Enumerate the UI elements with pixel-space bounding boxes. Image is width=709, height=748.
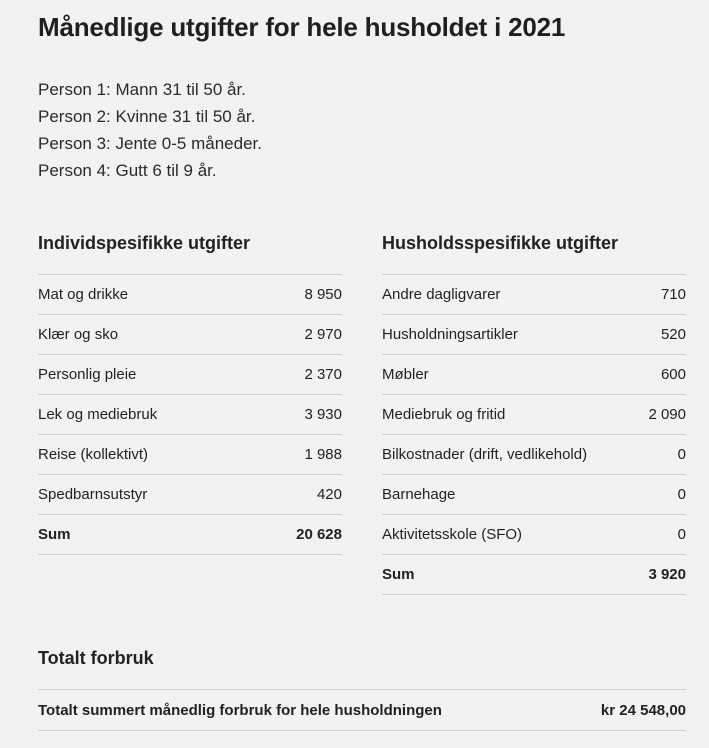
sum-value: 20 628	[296, 526, 342, 543]
row-label: Bilkostnader (drift, vedlikehold)	[382, 446, 588, 463]
person-item: Person 2: Kvinne 31 til 50 år.	[38, 107, 256, 126]
row-label: Spedbarnsutstyr	[38, 486, 148, 503]
row-value: 0	[677, 526, 686, 543]
individual-expenses-heading: Individspesifikke utgifter	[38, 233, 251, 253]
row-label: Barnehage	[382, 486, 456, 503]
person-item: Person 1: Mann 31 til 50 år.	[38, 80, 246, 99]
row-label: Lek og mediebruk	[38, 406, 158, 423]
table-row	[38, 275, 342, 315]
table-row	[38, 395, 342, 435]
row-label: Møbler	[382, 366, 429, 383]
total-label: Totalt summert månedlig forbruk for hele husholdningen	[38, 701, 442, 719]
row-label: Personlig pleie	[38, 366, 137, 383]
row-value: 520	[660, 326, 686, 343]
table-row	[382, 435, 686, 475]
individual-expenses-table	[38, 232, 342, 555]
person-list	[38, 76, 262, 184]
row-value: 1 988	[304, 446, 342, 463]
row-label: Husholdningsartikler	[382, 326, 518, 343]
household-expenses-heading: Husholdsspesifikke utgifter	[382, 233, 619, 253]
table-row	[38, 315, 342, 355]
sum-value: 3 920	[648, 566, 686, 583]
table-row	[38, 435, 342, 475]
table-row	[382, 275, 686, 315]
table-row	[382, 475, 686, 515]
table-row	[38, 355, 342, 395]
row-value: 0	[677, 486, 686, 503]
row-label: Andre dagligvarer	[382, 286, 501, 303]
sum-label: Sum	[382, 566, 415, 583]
table-row	[382, 315, 686, 355]
table-row	[382, 515, 686, 555]
row-value: 8 950	[304, 286, 342, 303]
row-value: 2 090	[648, 406, 686, 423]
sum-row	[382, 555, 686, 595]
row-label: Mat og drikke	[38, 286, 129, 303]
row-value: 3 930	[304, 406, 342, 423]
row-value: 2 970	[304, 326, 342, 343]
total-heading: Totalt forbruk	[38, 648, 154, 668]
row-value: 2 370	[304, 366, 342, 383]
row-value: 600	[660, 366, 686, 383]
total-section	[38, 647, 686, 731]
row-value: 420	[316, 486, 342, 503]
person-item: Person 4: Gutt 6 til 9 år.	[38, 161, 217, 180]
person-item: Person 3: Jente 0-5 måneder.	[38, 134, 262, 153]
sum-row	[38, 515, 342, 555]
row-label: Reise (kollektivt)	[38, 446, 149, 463]
table-row	[38, 475, 342, 515]
sum-label: Sum	[38, 526, 71, 543]
total-value: kr 24 548,00	[600, 701, 686, 719]
table-row	[382, 355, 686, 395]
row-label: Aktivitetsskole (SFO)	[382, 526, 523, 543]
household-expenses-table	[382, 232, 686, 595]
page-title: Månedlige utgifter for hele husholdet i 2021	[38, 12, 566, 42]
table-row	[382, 395, 686, 435]
row-label: Mediebruk og fritid	[382, 406, 506, 423]
row-label: Klær og sko	[38, 326, 119, 343]
row-value: 710	[660, 286, 686, 303]
row-value: 0	[677, 446, 686, 463]
total-row	[38, 690, 686, 731]
